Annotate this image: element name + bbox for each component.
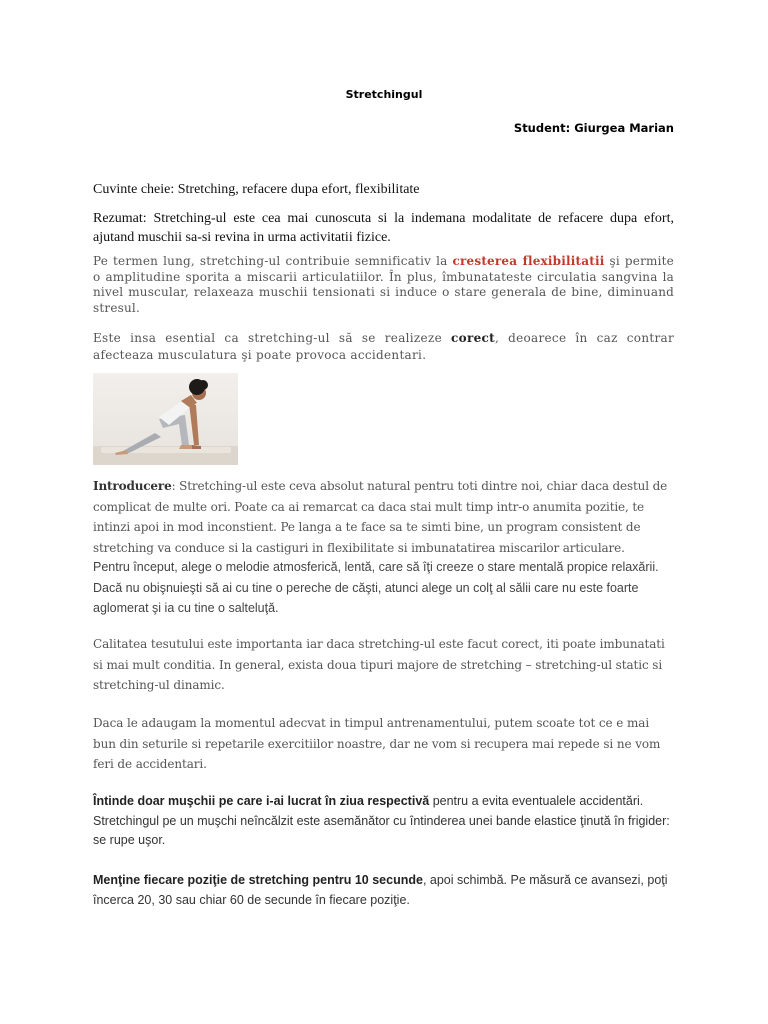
- benefits-text-after: şi permite o amplitudine sporita a miscarii articulatiilor. În plus, îmbunatateste circulatia sangvina la nivel muscular, relaxeaza muschii tensionati si induce o stare generala de bine, diminuand stresul.: [93, 254, 674, 315]
- correctness-text-before: Este insa esential ca stretching-ul să se realizeze: [93, 331, 452, 345]
- training-timing-paragraph: Daca le adaugam la momentul adecvat in timpul antrenamentului, putem scoate tot ce e mai bun din seturile si repetarile exercitiilor noastre, dar ne vom si recupera mai repede si ne vom feri de accidentari.: [93, 716, 661, 771]
- hold-tip-bold: Menţine fiecare poziţie de stretching pentru 10 secunde: [93, 873, 423, 887]
- stretching-photo: [93, 373, 238, 465]
- stretch-worked-muscles-tip: [93, 792, 674, 851]
- stretch-tip-text: pentru a evita eventualele accidentări. Stretchingul pe un muşchi neîncălzit este asemănător cu întinderea unei bande elastice ţinută în frigider: se rupe uşor.: [93, 794, 670, 847]
- abstract-paragraph: Rezumat: Stretching-ul este cea mai cunoscuta si la indemana modalitate de refacere dupa efort, ajutand muschii sa-si revina in urma activitatii fizice.: [93, 211, 674, 245]
- correct-highlight: corect: [451, 331, 495, 345]
- hold-position-tip: [93, 871, 674, 910]
- benefits-text-before: Pe termen lung, stretching-ul contribuie semnificativ la: [93, 254, 453, 268]
- stretch-tip-bold: Întinde doar muşchii pe care i-ai lucrat în ziua respectivă: [93, 794, 430, 808]
- stretching-woman-illustration: [93, 373, 238, 465]
- document-title: Stretchingul: [345, 88, 423, 101]
- flexibility-highlight: cresterea flexibilitatii: [452, 254, 605, 268]
- introduction-paragraph-2: Pentru început, alege o melodie atmosferică, lentă, care să îţi creeze o stare mentală propice relaxării. Dacă nu obişnuieşti să ai cu tine o pereche de căşti, atunci alege un colţ al sălii care nu este foarte aglomerat şi ia cu tine o salteluţă.: [93, 560, 659, 615]
- keywords-line: Cuvinte cheie: Stretching, refacere dupa efort, flexibilitate: [93, 182, 420, 197]
- introduction-text: : Stretching-ul este ceva absolut natural pentru toti dintre noi, chiar daca destul de complicat de multe ori. Poate ca ai remarcat ca daca stai mult timp intr-o anumita pozitie, te intinzi apoi in mod inconstient. Pe langa a te face sa te simti bine, un program consistent de stretching va conduce si la castiguri in flexibilitate si imbunatatirea miscarilor articulare.: [93, 479, 668, 555]
- correctness-text-after: , deoarece în caz contrar afecteaza musculatura şi poate provoca accidentari.: [93, 331, 674, 362]
- introduction-lead: Introducere: [93, 479, 172, 493]
- introduction-paragraph: [93, 476, 674, 558]
- tissue-quality-paragraph: Calitatea tesutului este importanta iar daca stretching-ul este facut corect, iti poate imbunatati si mai mult conditia. In general, exista doua tipuri majore de stretching – stretching-ul static si stretching-ul dinamic.: [93, 637, 665, 692]
- benefits-paragraph: [93, 254, 674, 316]
- student-name: Student: Giurgea Marian: [513, 121, 674, 135]
- correctness-paragraph: [93, 330, 674, 364]
- hold-tip-text: , apoi schimbă. Pe măsură ce avansezi, poţi încerca 20, 30 sau chiar 60 de secunde în fiecare poziţie.: [93, 873, 668, 907]
